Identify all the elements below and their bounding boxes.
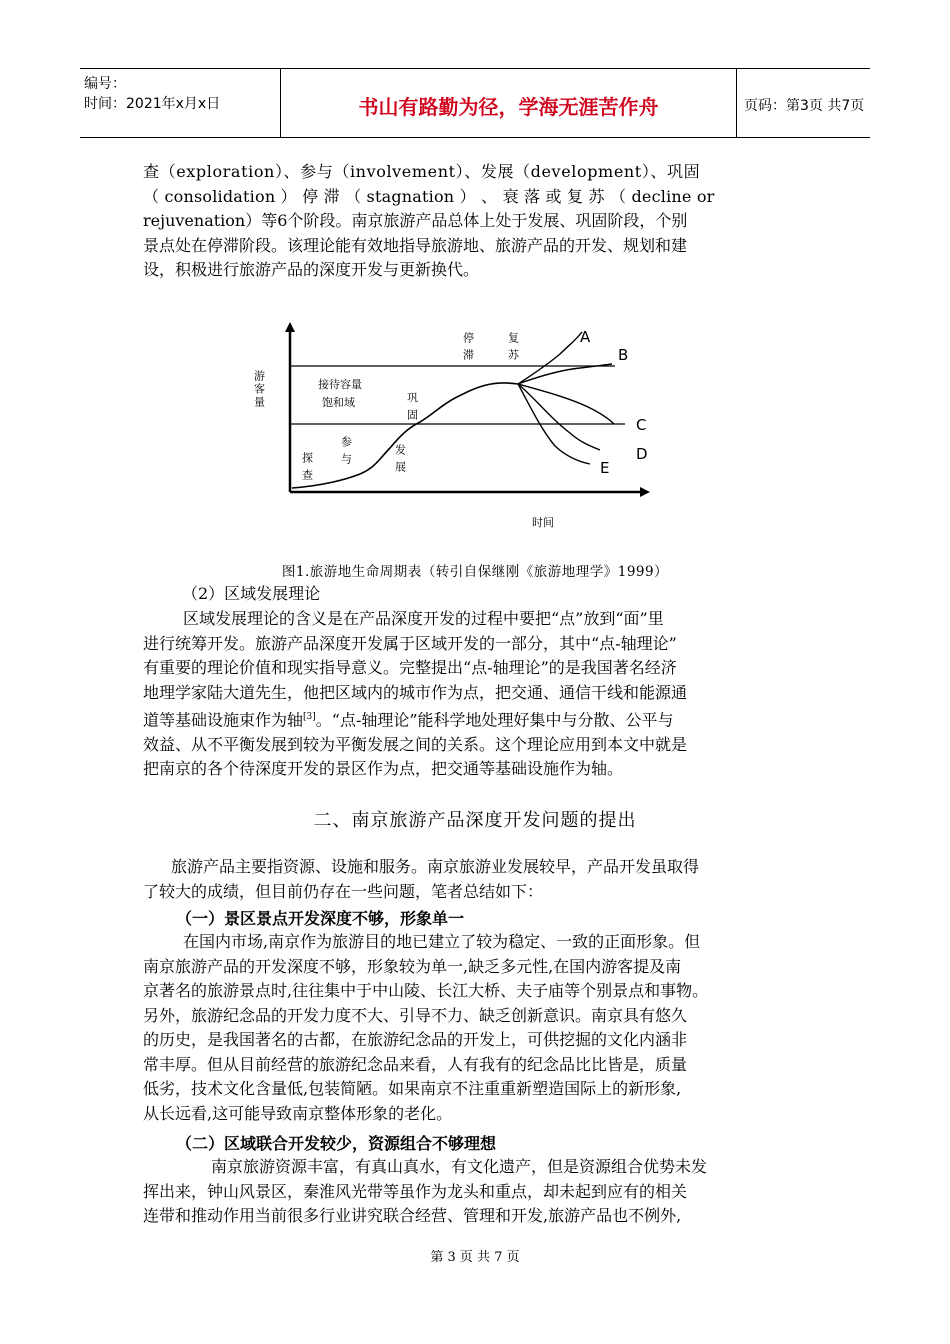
paragraph-problems-intro (143, 855, 805, 904)
text-line: 南京旅游资源丰富，有真山真水，有文化遗产，但是资源组合优势未发 (211, 1157, 708, 1176)
text-fragment: 道等基础设施束作为轴 (143, 710, 304, 730)
stage-involvement: 参与 (339, 436, 353, 470)
text-line: 从长远看,这可能导致南京整体形象的老化。 (143, 1103, 453, 1123)
header-page-cell (736, 69, 870, 137)
page-header (80, 68, 870, 138)
stage-stagnation: 停滞 (461, 332, 475, 366)
paragraph-regional-cooperation (143, 1155, 805, 1229)
section-title: 二、南京旅游产品深度开发问题的提出 (313, 810, 637, 831)
text-line: 设，积极进行旅游产品的深度开发与更新换代。 (143, 260, 480, 279)
curve-d (518, 384, 600, 450)
curve-a-label: A (580, 328, 591, 346)
figure-caption: 图1.旅游地生命周期表（转引自保继刚《旅游地理学》1999） (281, 564, 669, 580)
text-line: 挥出来，钟山风景区，秦淮风光带等虽作为龙头和重点，却未起到应有的相关 (143, 1181, 688, 1201)
time-label: 时间：2021年x月x日 (84, 96, 221, 112)
slogan: 书山有路勤为径，学海无涯苦作舟 (358, 95, 659, 119)
sub-heading-text: （2）区域发展理论 (182, 584, 321, 603)
text-line (143, 705, 805, 733)
citation-ref: [3] (303, 712, 316, 722)
sub-heading-regional (182, 582, 782, 607)
y-axis-label-char: 游客量 (252, 370, 266, 409)
page-label: 页码：第3页 共7页 (744, 98, 865, 114)
text-line: 有重要的理论价值和现实指导意义。完整提出“点-轴理论”的是我国著名经济 (143, 658, 677, 677)
text-line: 在国内市场,南京作为旅游目的地已建立了较为稳定、一致的正面形象。但 (183, 932, 701, 951)
text-line: 的历史，是我国著名的古都，在旅游纪念品的开发上，可供挖掘的文化内涵非 (143, 1030, 688, 1049)
stage-development: 发展 (393, 444, 407, 478)
text-line: 效益、从不平衡发展到较为平衡发展之间的关系。这个理论应用到本文中就是 (143, 734, 688, 754)
sub-heading-1: （一）景区景点开发深度不够，形象单一 (176, 909, 465, 928)
text-line: 查（exploration）、参与（involvement）、发展（development）、巩固 (143, 162, 701, 181)
text-line: rejuvenation）等6个阶段。南京旅游产品总体上处于发展、巩固阶段，个别 (143, 211, 688, 230)
x-axis-label: 时间 (532, 516, 554, 529)
text-line: 另外，旅游纪念品的开发力度不大、引导不力、缺乏创新意识。南京具有悠久 (143, 1005, 688, 1025)
text-line: 低劣，技术文化含量低,包装简陋。如果南京不注重重新塑造国际上的新形象, (143, 1079, 682, 1098)
text-line: 常丰厚。但从目前经营的旅游纪念品来看，人有我有的纪念品比比皆是，质量 (143, 1054, 688, 1074)
number-label: 编号： (84, 76, 126, 92)
curve-c-label: C (636, 416, 647, 434)
text-line: 地理学家陆大道先生，他把区域内的城市作为点，把交通、通信干线和能源通 (143, 682, 688, 702)
lifecycle-figure (250, 318, 670, 538)
text-line: 连带和推动作用当前很多行业讲究联合经营、管理和开发,旅游产品也不例外, (143, 1206, 682, 1225)
curve-a (518, 332, 582, 384)
curve-b-label: B (618, 346, 629, 364)
text-line: 把南京的各个待深度开发的景区作为点，把交通等基础设施作为轴。 (143, 759, 624, 779)
text-line: （ consolidation ） 停 滞 （ stagnation ） 、 衰 落 或 复 苏 （ decline or (143, 186, 715, 206)
capacity-label-1: 接待容量 (318, 378, 362, 391)
sub-heading-2: （二）区域联合开发较少，资源组合不够理想 (176, 1134, 497, 1153)
curve-d-label: D (636, 445, 648, 463)
y-axis-arrow (285, 322, 295, 332)
text-line: 景点处在停滞阶段。该理论能有效地指导旅游地、旅游产品的开发、规划和建 (143, 235, 688, 255)
paragraph-depth-image (143, 930, 805, 1126)
header-meta-cell (80, 69, 280, 137)
paragraph-regional-theory (143, 607, 805, 782)
capacity-label-2: 饱和域 (322, 396, 355, 409)
text-line: 了较大的成绩，但目前仍存在一些问题，笔者总结如下： (143, 881, 544, 901)
text-line: 南京旅游产品的开发深度不够，形象较为单一,缺乏多元性,在国内游客提及南 (143, 956, 682, 976)
text-line: 进行统筹开发。旅游产品深度开发属于区域开发的一部分，其中“点-轴理论” (143, 633, 677, 653)
text-line: 区域发展理论的含义是在产品深度开发的过程中要把“点”放到“面”里 (183, 609, 664, 628)
stage-consolidation: 巩固 (405, 392, 419, 426)
text-fragment: 。“点-轴理论”能科学地处理好集中与分散、公平与 (315, 710, 674, 730)
curve-e-label: E (600, 459, 610, 477)
stage-exploration: 探查 (300, 452, 314, 486)
text-line: 旅游产品主要指资源、设施和服务。南京旅游业发展较早，产品开发虽取得 (171, 857, 700, 876)
text-line: 京著名的旅游景点时,往往集中于中山陵、长江大桥、夫子庙等个别景点和事物。 (143, 981, 709, 1000)
stage-rejuvenation: 复苏 (506, 332, 520, 366)
curve-c (518, 384, 614, 424)
header-slogan-cell (280, 69, 737, 137)
paragraph-lifecycle (143, 160, 805, 283)
page-footer: 第 3 页 共 7 页 (430, 1250, 520, 1265)
x-axis-arrow (640, 487, 650, 497)
